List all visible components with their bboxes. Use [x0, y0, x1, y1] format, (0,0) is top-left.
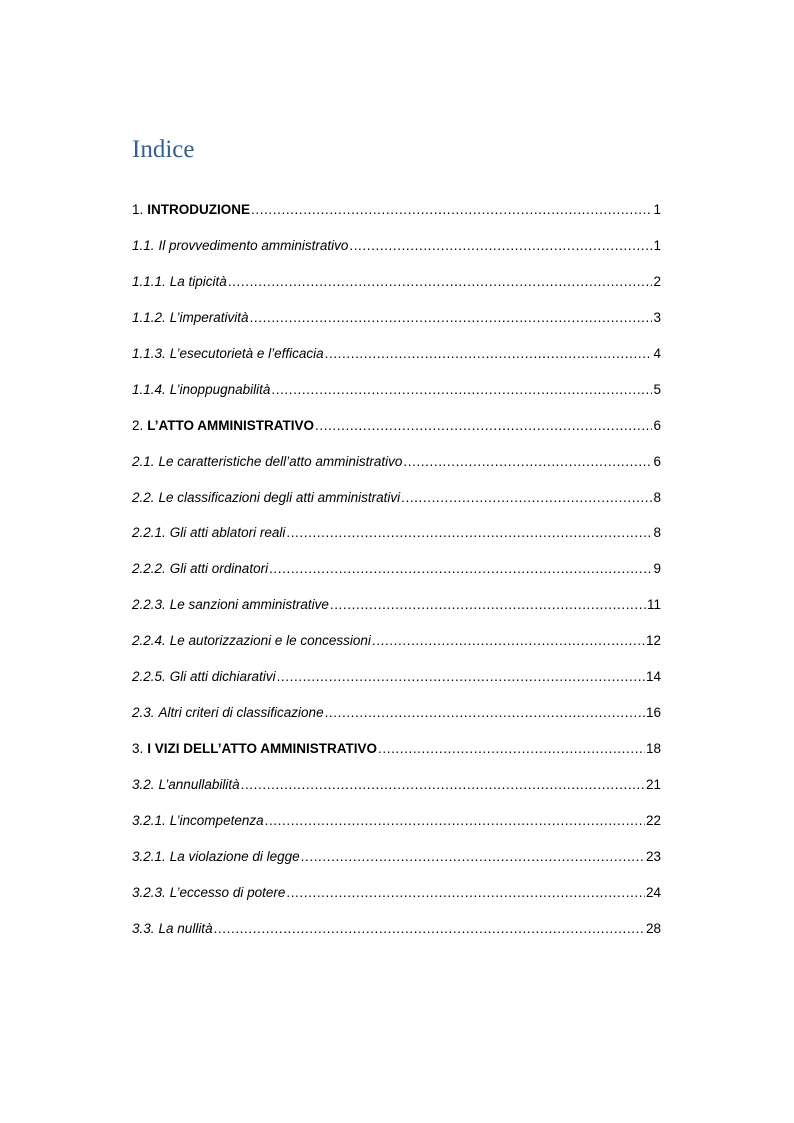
- toc-entry-page-number: 2: [653, 273, 661, 289]
- toc-entry-page-number: 5: [653, 381, 661, 397]
- toc-entry-dot-leader: [378, 737, 645, 761]
- toc-entry-page-number: 11: [646, 597, 661, 613]
- toc-entry-page-number: 8: [653, 489, 661, 505]
- toc-entry-title: La tipicità: [169, 273, 227, 289]
- toc-entry-number: 1.1.3.: [132, 345, 166, 361]
- toc-entry-title: La violazione di legge: [169, 848, 300, 864]
- toc-entry-4[interactable]: [132, 306, 661, 342]
- toc-entry-title: L’imperatività: [169, 309, 249, 325]
- toc-entry-15[interactable]: [132, 701, 661, 737]
- toc-entry-title: INTRODUZIONE: [147, 202, 251, 217]
- toc-entry-dot-leader: [214, 917, 645, 941]
- toc-entry-title: Le sanzioni amministrative: [169, 597, 329, 613]
- toc-entry-page-number: 1: [653, 237, 661, 253]
- toc-entry-number: 1.1.1.: [132, 273, 166, 289]
- toc-entry-page-number: 8: [653, 525, 661, 541]
- toc-entry-10[interactable]: [132, 521, 661, 557]
- toc-entry-title: Le caratteristiche dell’atto amministrativo: [158, 453, 403, 469]
- toc-entry-dot-leader: [315, 414, 652, 438]
- toc-entry-title: Gli atti dichiarativi: [169, 669, 276, 685]
- toc-entry-page-number: 4: [653, 345, 661, 361]
- toc-entry-page-number: 22: [645, 812, 661, 828]
- toc-entry-dot-leader: [269, 557, 652, 581]
- toc-entry-dot-leader: [228, 270, 653, 294]
- toc-entry-5[interactable]: [132, 342, 661, 378]
- toc-entry-title: Gli atti ordinatori: [169, 561, 269, 577]
- toc-entry-1[interactable]: [132, 198, 661, 234]
- toc-entry-page-number: 21: [645, 777, 661, 792]
- toc-entry-title: L’ATTO AMMINISTRATIVO: [147, 417, 315, 433]
- toc-entry-number: 3.2.: [132, 777, 155, 792]
- toc-entry-page-number: 6: [653, 417, 661, 433]
- table-of-contents: [132, 198, 661, 953]
- toc-entry-number: 2.2.5.: [132, 669, 166, 685]
- toc-entry-number: 1.: [132, 202, 144, 217]
- toc-entry-17[interactable]: [132, 773, 661, 809]
- toc-entry-16[interactable]: [132, 737, 661, 773]
- toc-entry-number: 1.1.: [132, 237, 155, 253]
- toc-entry-title: Il provvedimento amministrativo: [158, 237, 349, 253]
- toc-entry-number: 2.: [132, 417, 144, 433]
- toc-entry-13[interactable]: [132, 629, 661, 665]
- toc-entry-title: Gli atti ablatori reali: [169, 525, 286, 541]
- toc-entry-title: I VIZI DELL’ATTO AMMINISTRATIVO: [147, 741, 378, 757]
- toc-entry-dot-leader: [241, 773, 645, 797]
- toc-entry-dot-leader: [349, 234, 652, 258]
- toc-entry-number: 3.2.1.: [132, 812, 166, 828]
- toc-entry-dot-leader: [286, 881, 645, 905]
- toc-entry-dot-leader: [325, 701, 645, 725]
- toc-entry-dot-leader: [325, 342, 653, 366]
- toc-entry-number: 2.2.4.: [132, 633, 166, 649]
- toc-entry-dot-leader: [271, 378, 652, 402]
- toc-entry-dot-leader: [286, 521, 652, 545]
- toc-entry-page-number: 14: [645, 669, 661, 685]
- toc-entry-title: L’inoppugnabilità: [169, 381, 271, 397]
- toc-entry-12[interactable]: [132, 593, 661, 629]
- toc-entry-page-number: 23: [645, 848, 661, 864]
- toc-entry-dot-leader: [277, 665, 645, 689]
- toc-entry-11[interactable]: [132, 557, 661, 593]
- toc-entry-dot-leader: [265, 809, 645, 833]
- toc-entry-number: 2.3.: [132, 705, 155, 721]
- toc-entry-18[interactable]: [132, 809, 661, 845]
- toc-entry-21[interactable]: [132, 917, 661, 953]
- toc-entry-2[interactable]: [132, 234, 661, 270]
- toc-entry-page-number: 28: [645, 920, 661, 936]
- toc-entry-number: 3.2.1.: [132, 848, 166, 864]
- toc-entry-page-number: 24: [645, 884, 661, 900]
- toc-entry-page-number: 3: [653, 309, 661, 325]
- toc-entry-title: L’annullabilità: [158, 777, 240, 792]
- toc-entry-9[interactable]: [132, 486, 661, 522]
- toc-entry-number: 2.1.: [132, 453, 155, 469]
- toc-entry-title: L’incompetenza: [169, 812, 264, 828]
- toc-entry-title: L’esecutorietà e l’efficacia: [169, 345, 324, 361]
- toc-entry-dot-leader: [401, 486, 652, 510]
- toc-entry-dot-leader: [250, 306, 653, 330]
- toc-entry-number: 2.2.2.: [132, 561, 166, 577]
- toc-entry-19[interactable]: [132, 845, 661, 881]
- toc-entry-page-number: 12: [645, 633, 661, 649]
- toc-entry-title: L’eccesso di potere: [169, 884, 286, 900]
- toc-entry-title: Le classificazioni degli atti amministrativi: [158, 489, 401, 505]
- toc-entry-8[interactable]: [132, 450, 661, 486]
- toc-entry-number: 2.2.3.: [132, 597, 166, 613]
- toc-entry-number: 3.: [132, 741, 144, 757]
- toc-entry-14[interactable]: [132, 665, 661, 701]
- toc-entry-6[interactable]: [132, 378, 661, 414]
- toc-entry-dot-leader: [372, 629, 645, 653]
- toc-entry-page-number: 16: [645, 705, 661, 721]
- toc-entry-number: 1.1.4.: [132, 381, 166, 397]
- toc-entry-title: La nullità: [158, 920, 213, 936]
- toc-entry-page-number: 9: [653, 561, 661, 577]
- toc-entry-dot-leader: [301, 845, 645, 869]
- page-title: Indice: [132, 136, 195, 163]
- toc-entry-page-number: 18: [645, 741, 661, 757]
- toc-entry-number: 3.2.3.: [132, 884, 166, 900]
- toc-entry-number: 2.2.: [132, 489, 155, 505]
- toc-entry-7[interactable]: [132, 414, 661, 450]
- toc-entry-title: Altri criteri di classificazione: [158, 705, 324, 721]
- toc-entry-dot-leader: [330, 593, 646, 617]
- toc-entry-dot-leader: [251, 198, 652, 222]
- toc-entry-page-number: 6: [653, 453, 661, 469]
- toc-entry-page-number: 1: [653, 202, 661, 217]
- toc-entry-title: Le autorizzazioni e le concessioni: [169, 633, 371, 649]
- toc-entry-number: 3.3.: [132, 920, 155, 936]
- toc-entry-20[interactable]: [132, 881, 661, 917]
- toc-entry-dot-leader: [403, 450, 652, 474]
- toc-entry-number: 2.2.1.: [132, 525, 166, 541]
- toc-entry-number: 1.1.2.: [132, 309, 166, 325]
- toc-entry-3[interactable]: [132, 270, 661, 306]
